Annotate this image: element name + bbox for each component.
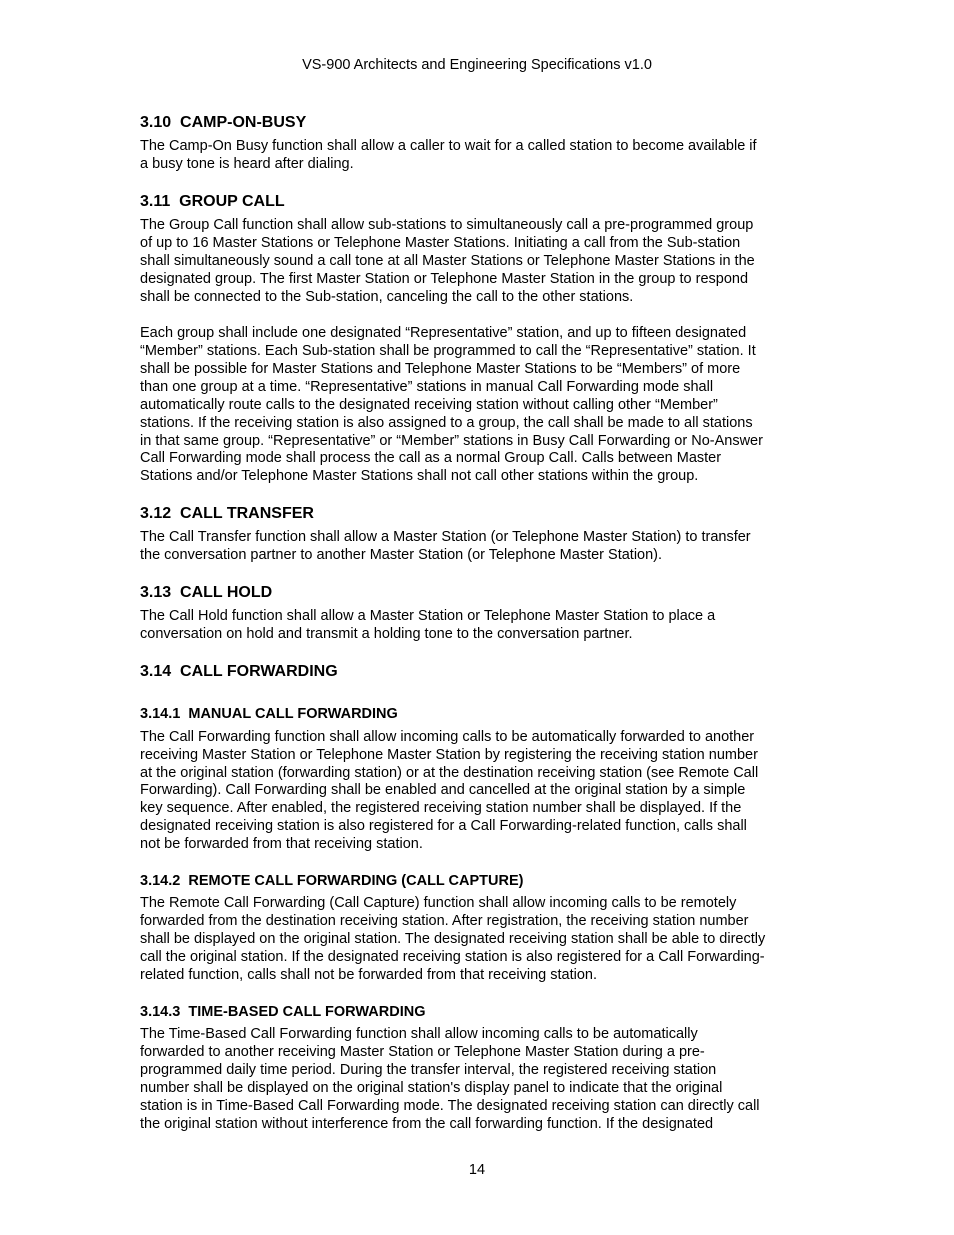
paragraph-line: The Remote Call Forwarding (Call Capture) function shall allow incoming calls to be remotely [140, 895, 737, 911]
subsection-heading: 3.14.3 TIME-BASED CALL FORWARDING [140, 1004, 426, 1020]
section-heading: 3.10 CAMP-ON-BUSY [140, 114, 307, 131]
paragraph-line: shall be possible for Master Stations and Telephone Master Stations to be “Members” of more [140, 361, 741, 377]
section-heading: 3.11 GROUP CALL [140, 193, 285, 210]
paragraph-line: The Camp-On Busy function shall allow a caller to wait for a called station to become available if [140, 138, 757, 154]
paragraph-line: the conversation partner to another Master Station (or Telephone Master Station). [140, 547, 663, 563]
paragraph-line: in that same group. “Representative” or “Member” stations in Busy Call Forwarding or No-Answer [140, 433, 763, 449]
paragraph-line: automatically route calls to the designated receiving station without calling other “Member” [140, 397, 718, 413]
paragraph-line: forwarded from the destination receiving station. After registration, the receiving station number [140, 913, 749, 929]
subsection-heading: 3.14.1 MANUAL CALL FORWARDING [140, 706, 398, 722]
paragraph-line: a busy tone is heard after dialing. [140, 156, 354, 172]
paragraph-line: designated receiving station is also registered for a Call Forwarding-related function, calls shall [140, 818, 747, 834]
paragraph-line: key sequence. After enabled, the registered receiving station number shall be displayed. If the [140, 800, 742, 816]
paragraph-line: at the original station (forwarding station) or at the destination receiving station (see Remote Call [140, 765, 759, 781]
paragraph-line: call the original station. If the designated receiving station is also registered for a Call Forwarding- [140, 949, 765, 965]
paragraph-line: Stations and/or Telephone Master Stations shall not call other stations within the group. [140, 468, 699, 484]
paragraph-line: shall be displayed on the original station. The designated receiving station shall be able to directly [140, 931, 766, 947]
section-heading: 3.12 CALL TRANSFER [140, 505, 314, 522]
paragraph-line: station is in Time-Based Call Forwarding mode. The designated receiving station can directly call [140, 1098, 760, 1114]
paragraph-line: The Call Forwarding function shall allow incoming calls to be automatically forwarded to another [140, 729, 755, 745]
paragraph-line: receiving Master Station or Telephone Master Station by registering the receiving station number [140, 747, 758, 763]
paragraph-line: The Call Transfer function shall allow a Master Station (or Telephone Master Station) to transfer [140, 529, 751, 545]
paragraph-line: The Call Hold function shall allow a Master Station or Telephone Master Station to place a [140, 608, 716, 624]
paragraph-line: number shall be displayed on the original station's display panel to indicate that the original [140, 1080, 723, 1096]
paragraph-line: “Member” stations. Each Sub-station shall be programmed to call the “Representative” station. It [140, 343, 756, 359]
paragraph-line: of up to 16 Master Stations or Telephone Master Stations. Initiating a call from the Sub-station [140, 235, 741, 251]
paragraph-line: The Time-Based Call Forwarding function shall allow incoming calls to be automatically [140, 1026, 698, 1042]
paragraph-line: The Group Call function shall allow sub-stations to simultaneously call a pre-programmed group [140, 217, 754, 233]
page-number: 14 [468, 1162, 486, 1178]
paragraph-line: than one group at a time. “Representative” stations in manual Call Forwarding mode shall [140, 379, 714, 395]
paragraph-line: related function, calls shall not be forwarded from that receiving station. [140, 967, 597, 983]
paragraph-line: forwarded to another receiving Master Station or Telephone Master Station during a pre- [140, 1044, 705, 1060]
section-heading: 3.14 CALL FORWARDING [140, 663, 338, 680]
paragraph-line: programmed daily time period. During the transfer interval, the registered receiving station [140, 1062, 717, 1078]
paragraph-line: shall simultaneously sound a call tone at all Master Stations or Telephone Master Stations in the [140, 253, 755, 269]
paragraph-line: the original station without interference from the call forwarding function. If the designated [140, 1116, 714, 1132]
paragraph-line: designated group. The first Master Station or Telephone Master Station in the group to respond [140, 271, 749, 287]
section-heading: 3.13 CALL HOLD [140, 584, 273, 601]
paragraph-line: Call Forwarding mode shall process the call as a normal Group Call. Calls between Master [140, 450, 722, 466]
subsection-heading: 3.14.2 REMOTE CALL FORWARDING (CALL CAPTURE) [140, 873, 524, 889]
paragraph-line: not be forwarded from that receiving station. [140, 836, 423, 852]
paragraph-line: stations. If the receiving station is also assigned to a group, the call shall be made to all stations [140, 415, 753, 431]
paragraph-line: shall be connected to the Sub-station, canceling the call to the other stations. [140, 289, 634, 305]
running-header: VS-900 Architects and Engineering Specifications v1.0 [302, 57, 652, 73]
paragraph-line: Each group shall include one designated “Representative” station, and up to fifteen designated [140, 325, 747, 341]
paragraph-line: conversation on hold and transmit a holding tone to the conversation partner. [140, 626, 633, 642]
paragraph-line: Forwarding). Call Forwarding shall be enabled and cancelled at the original station by a simple [140, 782, 746, 798]
